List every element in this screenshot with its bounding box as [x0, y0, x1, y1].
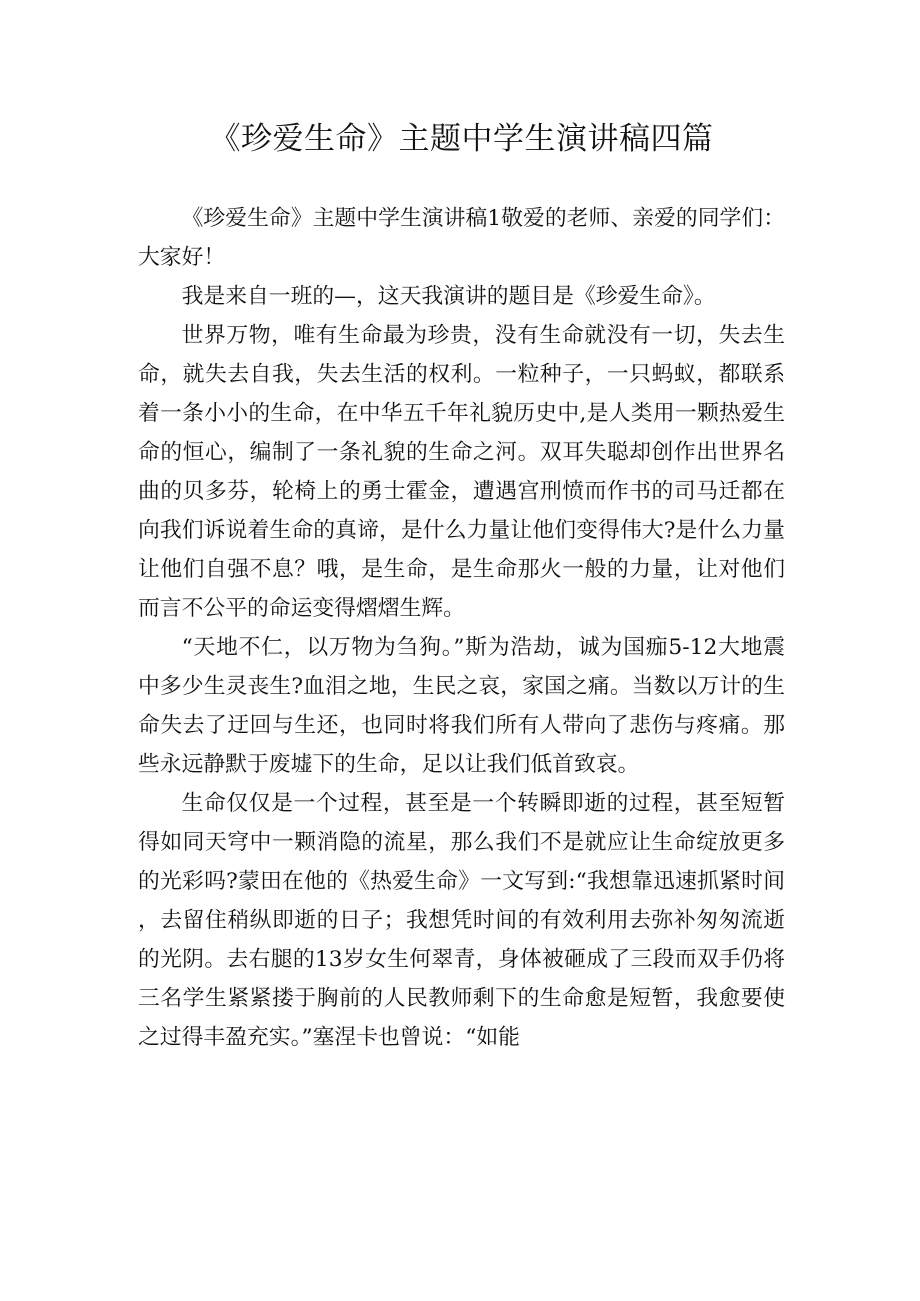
paragraph-4: “天地不仁，以万物为刍狗。”斯为浩劫，诚为国痂5-12大地震中多少生灵丧生?血泪之地，生民之哀，家国之痛。当数以万计的生命失去了迂回与生还，也同时将我们所有人带向了悲伤与疼痛。那些永远静默于废墟下的生命，足以让我们低首致哀。: [138, 635, 785, 777]
paragraph-5: 生命仅仅是一个过程，甚至是一个转瞬即逝的过程，甚至短暂得如同天穹中一颗消隐的流星，那么我们不是就应让生命绽放更多的光彩吗?蒙田在他的《热爱生命》一文写到:“我想靠迅速抓紧时间，去留住稍纵即逝的日子；我想凭时间的有效利用去弥补匆匆流逝的光阴。去右腿的13岁女生何翠青，身体被砸成了三段而双手仍将三名学生紧紧搂于胸前的人民教师剩下的生命愈是短暂，我愈要使之过得丰盈充实。”塞涅卡也曾说：“如能: [138, 791, 785, 1050]
document-title: 《珍爱生命》主题中学生演讲稿四篇: [209, 121, 714, 157]
paragraph-2: 我是来自一班的—，这天我演讲的题目是《珍爱生命》。: [181, 284, 716, 309]
document-body: [138, 199, 785, 1057]
paragraph-3: 世界万物，唯有生命最为珍贵，没有生命就没有一切，失去生命，就失去自我，失去生活的权利。一粒种子，一只蚂蚁，都联系着一条小小的生命，在中华五千年礼貌历史中,是人类用一颗热爱生命的恒心，编制了一条礼貌的生命之河。双耳失聪却创作出世界名曲的贝多芬，轮椅上的勇士霍金，遭遇宫刑愤而作书的司马迁都在向我们诉说着生命的真谛，是什么力量让他们变得伟大?是什么力量让他们自强不息？哦，是生命，是生命那火一般的力量，让对他们而言不公平的命运变得熠熠生辉。: [138, 323, 785, 621]
paragraph-1: 《珍爱生命》主题中学生演讲稿1敬爱的老师、亲爱的同学们：大家好！: [138, 206, 785, 270]
